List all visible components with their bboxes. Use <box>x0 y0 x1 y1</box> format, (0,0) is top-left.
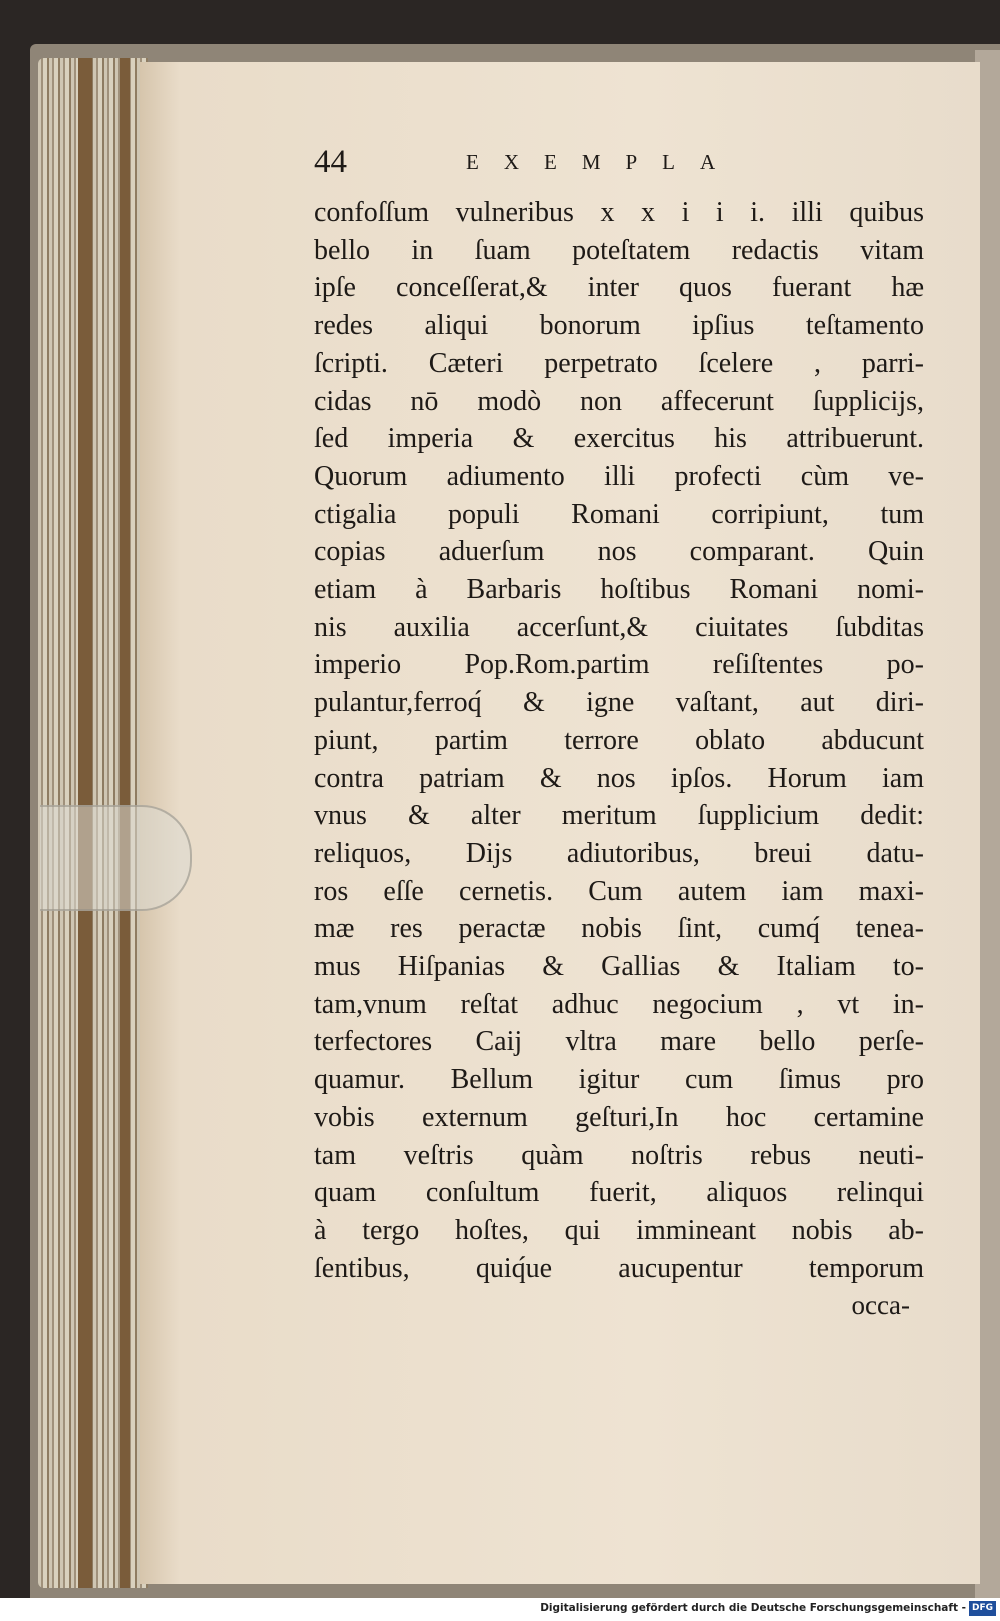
text-line: confoſſum vulneribus x x i i i. illi quibus <box>314 197 924 228</box>
text-line: mæ res peractæ nobis ſint, cumq́ tenea- <box>314 913 924 945</box>
text-line: à tergo hoſtes, qui immineant nobis ab- <box>314 1214 924 1246</box>
text-line: mus Hiſpanias & Gallias & Italiam to- <box>314 951 924 983</box>
text-line: ſentibus, quiq́ue aucupentur temporum <box>314 1252 924 1284</box>
text-line: ipſe conceſſerat,& inter quos fuerant hæ <box>314 272 924 304</box>
text-line: quamur. Bellum igitur cum ſimus pro <box>314 1064 924 1096</box>
text-line: bello in ſuam poteſtatem redactis vitam <box>314 234 924 266</box>
text-line: etiam à Barbaris hoſtibus Romani nomi- <box>314 574 924 606</box>
text-line: ſed imperia & exercitus his attribuerunt. <box>314 423 924 455</box>
plastic-clip <box>40 805 192 911</box>
text-line: tam veſtris quàm noſtris rebus neuti- <box>314 1139 924 1171</box>
text-line: reliquos, Dijs adiutoribus, breui datu- <box>314 837 924 869</box>
catchword: occa- <box>851 1290 910 1321</box>
text-line: copias aduerſum nos comparant. Quin <box>314 536 924 568</box>
text-line: ctigalia populi Romani corripiunt, tum <box>314 498 924 530</box>
text-line: quam conſultum fuerit, aliquos relinqui <box>314 1177 924 1209</box>
text-line: ſcripti. Cæteri perpetrato ſcelere , parri- <box>314 347 924 379</box>
text-line: pulantur,ferroq́ & igne vaſtant, aut diri- <box>314 687 924 719</box>
text-line: vobis externum geſturi,In hoc certamine <box>314 1101 924 1133</box>
page-number: 44 <box>314 144 347 180</box>
text-line: Quorum adiumento illi profecti cùm ve- <box>314 460 924 492</box>
text-line: contra patriam & nos ipſos. Horum iam <box>314 762 924 794</box>
text-line: terfectores Caij vltra mare bello perſe- <box>314 1026 924 1058</box>
text-line: imperio Pop.Rom.partim reſiſtentes po- <box>314 649 924 681</box>
text-line: vnus & alter meritum ſupplicium dedit: <box>314 800 924 832</box>
text-line: ros eſſe cernetis. Cum autem iam maxi- <box>314 875 924 907</box>
page-text-block <box>314 140 924 1324</box>
text-line: piunt, partim terrore oblato abducunt <box>314 724 924 756</box>
footer-bar <box>0 1598 1000 1621</box>
page-header <box>314 140 924 194</box>
text-line: tam,vnum reſtat adhuc negocium , vt in- <box>314 988 924 1020</box>
dfg-logo: DFG <box>969 1601 996 1616</box>
running-head: EXEMPLA <box>466 150 741 174</box>
funding-credit: Digitalisierung gefördert durch die Deutsche Forschungsgemeinschaft - <box>540 1602 966 1614</box>
text-line: cidas nō modò non affecerunt ſupplicijs, <box>314 385 924 417</box>
text-line: redes aliqui bonorum ipſius teſtamento <box>314 310 924 342</box>
text-line: nis auxilia accerſunt,& ciuitates ſubditas <box>314 611 924 643</box>
body-text <box>314 194 924 1287</box>
